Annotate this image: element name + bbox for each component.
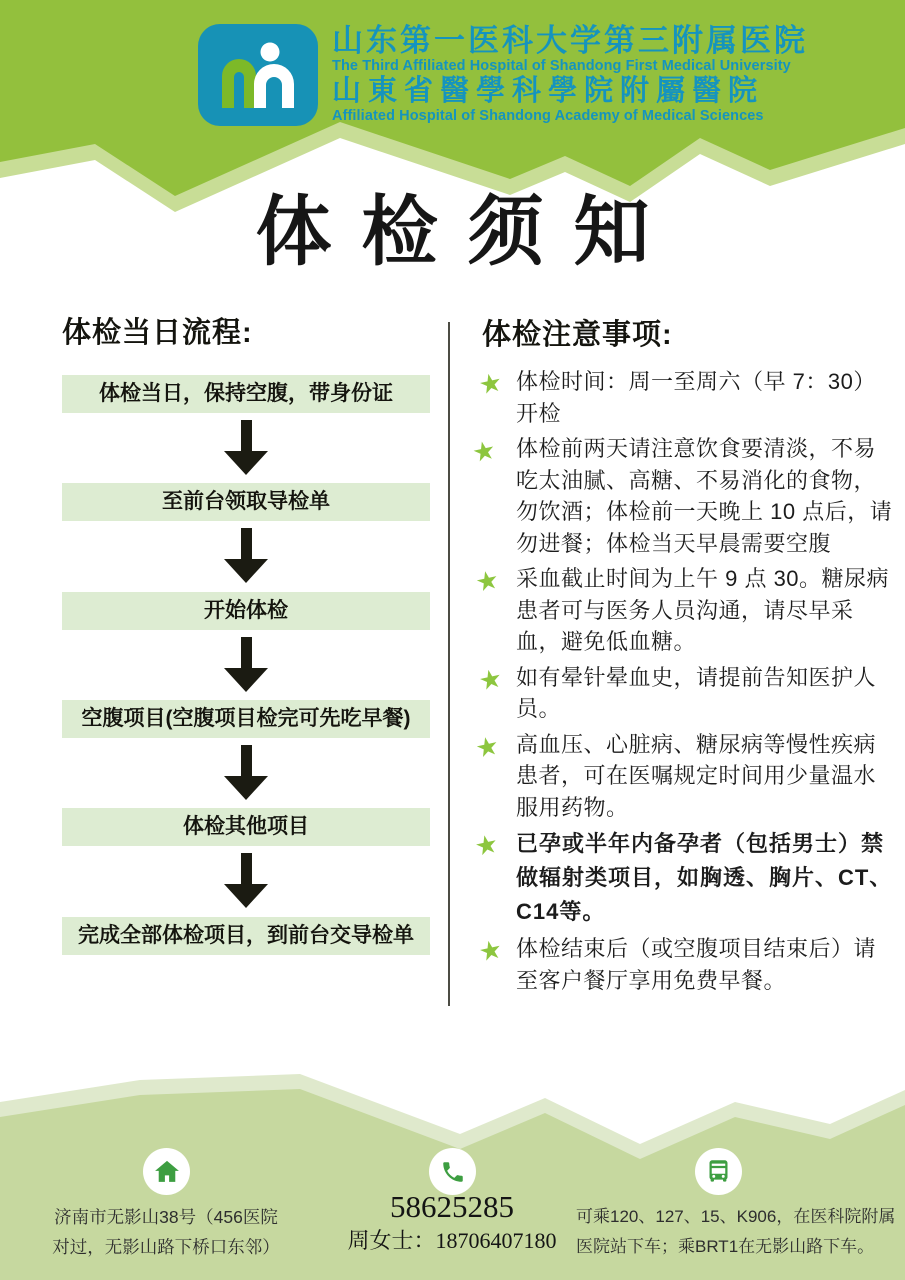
note-item (469, 433, 896, 559)
star-icon: ★ (471, 827, 501, 862)
flow-step-2: 至前台领取导检单 (62, 483, 430, 521)
note-text: 体检前两天请注意饮食要清淡，不易吃太油腻、高糖、不易消化的食物，勿饮酒；体检前一天晚上 10 点后，请勿进餐；体检当天早晨需要空腹 (516, 436, 893, 556)
address-line2: 对过，无影山路下桥口东邻） (52, 1237, 280, 1257)
note-text: 采血截止时间为上午 9 点 30。糖尿病患者可与医务人员沟通，请尽早采血，避免低血糖。 (516, 566, 890, 654)
bus-icon (705, 1158, 732, 1185)
star-icon: ★ (475, 366, 505, 401)
phone-icon-circle (429, 1148, 476, 1195)
flow-step-1: 体检当日，保持空腹，带身份证 (62, 375, 430, 413)
note-item (472, 563, 896, 658)
hospital-name-en2: Affiliated Hospital of Shandong Academy of Medical Sciences (332, 108, 764, 124)
home-icon (153, 1158, 181, 1186)
footer-phone-contact: 周女士：18706407180 (347, 1228, 557, 1253)
phone-icon (440, 1159, 466, 1185)
note-text: 已孕或半年内备孕者（包括男士）禁做辐射类项目，如胸透、胸片、CT、C14等。 (516, 831, 893, 924)
note-item (471, 827, 896, 929)
hospital-name-cn: 山东第一医科大学第三附属医院 (332, 23, 808, 58)
flow-step-6: 完成全部体检项目，到前台交导检单 (62, 917, 430, 955)
notes-heading: 体检注意事项: (482, 319, 673, 351)
footer-address (28, 1202, 304, 1262)
footer-phone-number: 58625285 (390, 1189, 514, 1224)
notes-list (469, 366, 896, 1000)
flow-step-3: 开始体检 (62, 592, 430, 630)
note-text: 体检结束后（或空腹项目结束后）请至客户餐厅享用免费早餐。 (516, 936, 877, 993)
note-text: 高血压、心脏病、糖尿病等慢性疾病患者，可在医嘱规定时间用少量温水服用药物。 (516, 731, 877, 820)
flow-arrow (224, 637, 268, 692)
footer-bus-info (576, 1202, 898, 1262)
flow-arrow (224, 528, 268, 583)
flow-step-4: 空腹项目(空腹项目检完可先吃早餐) (62, 700, 430, 738)
poster-title: 体检须知 (255, 190, 680, 275)
hospital-logo (198, 24, 318, 126)
note-item (475, 366, 896, 429)
bus-icon-circle (695, 1148, 742, 1195)
flow-arrow (224, 420, 268, 475)
flow-step-5: 体检其他项目 (62, 808, 430, 846)
hospital-name-block (332, 24, 892, 125)
address-icon-circle (143, 1148, 190, 1195)
star-icon: ★ (475, 933, 505, 968)
hospital-name-cn2: 山東省醫學科學院附屬醫院 (332, 75, 765, 107)
hospital-name-en: The Third Affiliated Hospital of Shandong First Medical University (332, 58, 791, 74)
bus-line1: 可乘120、127、15、K906，在医科院附属 (576, 1207, 896, 1226)
flow-arrow (224, 745, 268, 800)
address-line1: 济南市无影山38号（456医院 (54, 1207, 278, 1227)
column-divider (448, 322, 450, 1006)
star-icon: ★ (475, 661, 505, 697)
note-text: 如有晕针晕血史，请提前告知医护人员。 (516, 664, 877, 721)
note-item (475, 661, 896, 725)
note-item (472, 729, 896, 824)
note-text: 体检时间：周一至周六（早 7：30）开检 (516, 369, 876, 426)
star-icon: ★ (469, 434, 499, 469)
star-icon: ★ (472, 729, 502, 764)
bus-line2: 医院站下车；乘BRT1在无影山路下车。 (576, 1237, 875, 1256)
flow-arrow (224, 853, 268, 908)
star-icon: ★ (472, 563, 502, 598)
note-item (475, 933, 896, 996)
flow-heading: 体检当日流程: (62, 317, 253, 349)
